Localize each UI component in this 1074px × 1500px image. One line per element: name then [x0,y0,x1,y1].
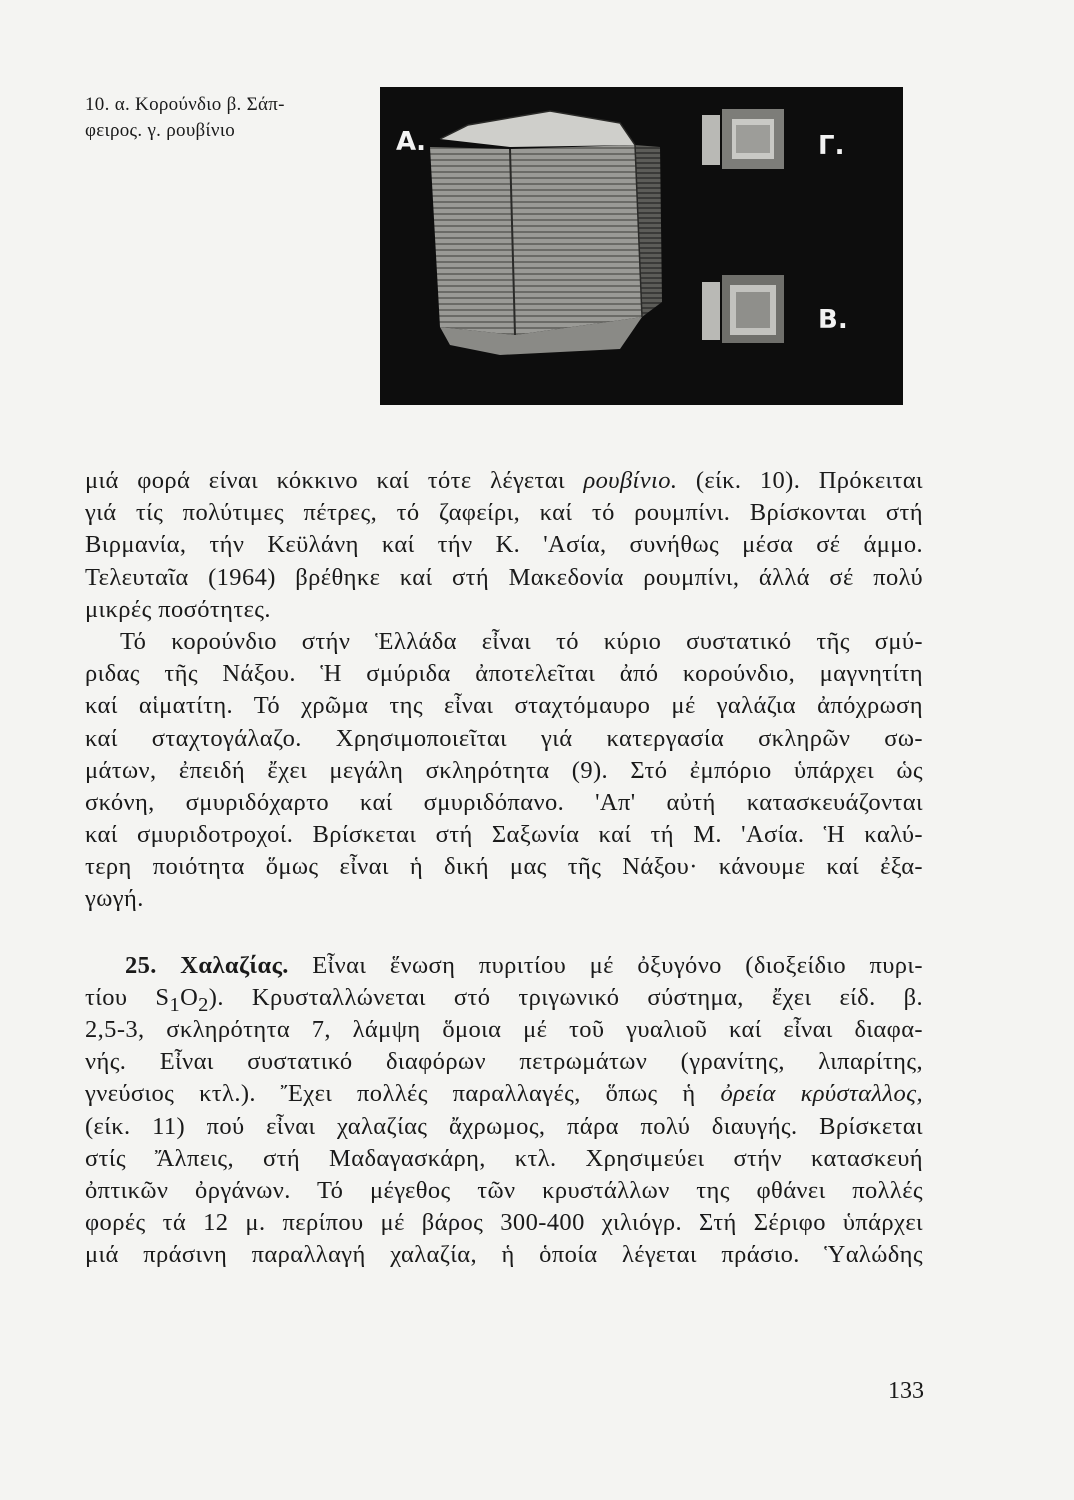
sapphire-crystal [702,275,784,343]
caption-line: φειρος. γ. ρουβίνιο [85,120,236,141]
text-line: 2,5-3, σκληρότητα 7, λάμψη ὅμοια μέ τοῦ γυαλιοῦ καί εἶναι διαφα- [85,1016,923,1043]
text-line: νής. Εἶναι συστατικό διαφόρων πετρωμάτων (γρανίτης, λιπαρίτης, [85,1048,923,1076]
text-line: μικρές ποσότητες. [85,595,271,623]
label-g: Γ. [818,131,845,161]
text-line: γωγή. [85,885,144,913]
text-line: 25. Χαλαζίας. Εἶναι ἕνωση πυριτίου μέ ὀξυγόνο (διοξείδιο πυρι- [125,951,923,979]
text-line: Βιρμανία, τήν Κεϋλάνη καί τήν Κ. 'Ασία, συνήθως μέσα σέ άμμο. [85,531,923,559]
paragraph-2 [85,626,923,916]
text-line: μάτων, ἐπειδή ἔχει μεγάλη σκληρότητα (9). Στό ἐμπόριο ὑπάρχει ὡς [85,756,923,784]
text-line: φορές τά 12 μ. περίπου μέ βάρος 300-400 χιλιόγρ. Στή Σέριφο ὑπάρχει [85,1209,923,1237]
body-text [85,465,923,1272]
caption-line: 10. α. Κορούνδιο β. Σάπ- [85,94,285,115]
text-line: ριδας τῆς Νάξου. Ἡ σμύριδα ἀποτελεῖται ἀπό κορούνδιο, μαγνητίτη [85,660,923,688]
text-line: γιά τίς πολύτιμες πέτρες, τό ζαφείρι, καί τό ρουμπίνι. Βρίσκονται στή [85,499,923,527]
text-line: γνεύσιος κτλ.). Ἔχει πολλές παραλλαγές, ὅπως ἡ ὀρεία κρύσταλλος, [85,1080,923,1108]
text-line: μιά πράσινη παραλλαγή χαλαζία, ἡ ὁποία λέγεται πράσιο. Ὑαλώδης [85,1241,923,1269]
text-line: καί αἱματίτη. Τό χρῶμα της εἶναι σταχτόμαυρο μέ γαλάζια ἀπόχρωση [85,692,923,720]
paragraph-1 [85,465,923,626]
text-line: μιά φορά είναι κόκκινο καί τότε λέγεται ρουβίνιο. (είκ. 10). Πρόκειται [85,467,923,494]
text-line: σκόνη, σμυριδόχαρτο καί σμυριδόπανο. 'Απ' αὐτή κατασκευάζονται [85,788,923,816]
text-line: Τελευταῖα (1964) βρέθηκε καί στή Μακεδονία ρουμπίνι, άλλά σέ πολύ [85,563,923,591]
text-line: στίς Ἄλπεις, στή Μαδαγασκάρη, κτλ. Χρησιμεύει στήν κατασκευή [85,1144,923,1172]
label-b: Β. [818,305,848,335]
text-line: Τό κορούνδιο στήν Ἑλλάδα εἶναι τό κύριο συστατικό τῆς σμύ- [120,627,923,655]
text-line: (είκ. 11) πού εἶναι χαλαζίας ἄχρωμος, πάρα πολύ διαυγής. Βρίσκεται [85,1112,923,1140]
text-line: καί σταχτογάλαζο. Χρησιμοποιεῖται γιά κατεργασία σκληρῶν σω- [85,724,923,752]
corundum-crystal-large [430,111,662,355]
text-line: τερη ποιότητα ὅμως εἶναι ἡ δική μας τῆς Νάξου· κάνουμε καί ἐξα- [85,853,923,881]
figure-caption [85,92,370,144]
crystal-figure [380,87,903,405]
italic-term: ὀρεία κρύσταλλος, [720,1080,923,1108]
text-line: καί σμυριδοτροχοί. Βρίσκεται στή Σαξωνία καί τή Μ. 'Ασία. Ἡ καλύ- [85,821,923,849]
text-line: τίου $S_1O_2$). Κρυσταλλώνεται στό τριγωνικό σύστημα, ἔχει είδ. β. [85,983,924,1016]
italic-term: ρουβίνιο. [583,467,678,494]
label-a: Α. [396,127,426,157]
paragraph-3 [85,950,923,1272]
page-number: 133 [888,1378,924,1404]
text-line: ὀπτικῶν ὀργάνων. Τό μέγεθος τῶν κρυστάλλων της φθάνει πολλές [85,1176,923,1204]
section-heading: 25. Χαλαζίας. [125,951,289,979]
ruby-crystal [702,109,784,169]
